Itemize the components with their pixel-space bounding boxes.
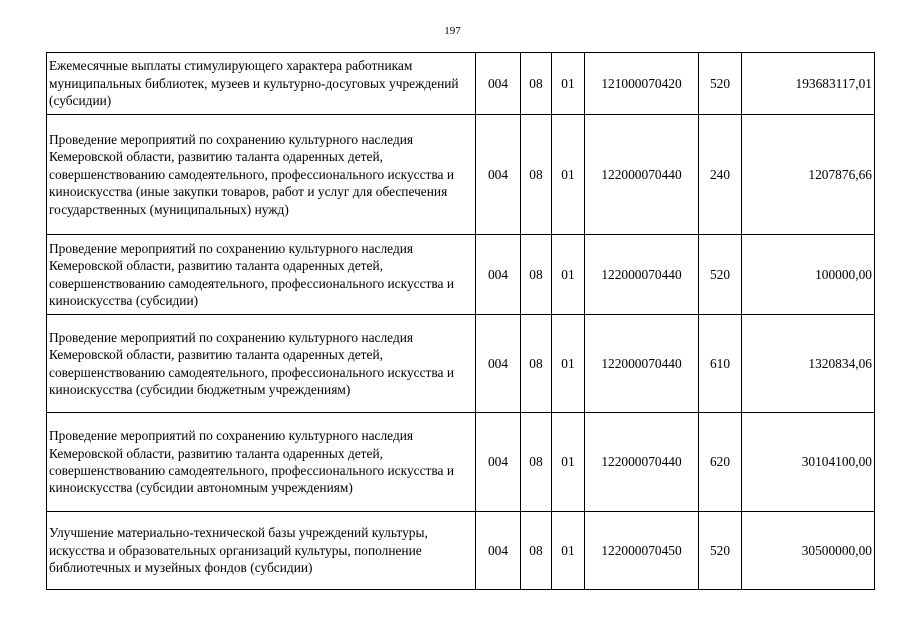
ministry-code: 004 <box>476 315 521 413</box>
ministry-code: 004 <box>476 512 521 590</box>
budget-table <box>46 52 875 590</box>
amount: 193683117,01 <box>742 53 875 115</box>
table-row <box>47 315 875 413</box>
table-row <box>47 115 875 235</box>
table-row <box>47 512 875 590</box>
row-description: Проведение мероприятий по сохранению культурного наследия Кемеровской области, развитию таланта одаренных детей, совершенствованию самодеятельного, профессионального искусства и киноискусства (субсидии бюджетным учреждениям) <box>47 315 476 413</box>
row-description: Улучшение материально-технической базы учреждений культуры, искусства и образовательных организаций культуры, пополнение библиотечных и музейных фондов (субсидии) <box>47 512 476 590</box>
section-code: 08 <box>521 512 552 590</box>
page-number: 197 <box>444 25 461 37</box>
ministry-code: 004 <box>476 235 521 315</box>
amount: 1207876,66 <box>742 115 875 235</box>
amount: 30500000,00 <box>742 512 875 590</box>
section-code: 08 <box>521 315 552 413</box>
target-article-code: 122000070440 <box>585 115 699 235</box>
expense-type-code: 520 <box>699 512 742 590</box>
target-article-code: 121000070420 <box>585 53 699 115</box>
table-row <box>47 235 875 315</box>
table-row <box>47 413 875 512</box>
ministry-code: 004 <box>476 53 521 115</box>
target-article-code: 122000070440 <box>585 315 699 413</box>
ministry-code: 004 <box>476 413 521 512</box>
subsection-code: 01 <box>552 315 585 413</box>
ministry-code: 004 <box>476 115 521 235</box>
row-description: Проведение мероприятий по сохранению культурного наследия Кемеровской области, развитию таланта одаренных детей, совершенствованию самодеятельного, профессионального искусства и киноискусства (субсидии автономным учреждениям) <box>47 413 476 512</box>
expense-type-code: 520 <box>699 235 742 315</box>
section-code: 08 <box>521 235 552 315</box>
subsection-code: 01 <box>552 115 585 235</box>
row-description: Ежемесячные выплаты стимулирующего характера работникам муниципальных библиотек, музеев и культурно-досуговых учреждений (субсидии) <box>47 53 476 115</box>
expense-type-code: 240 <box>699 115 742 235</box>
target-article-code: 122000070440 <box>585 413 699 512</box>
table-row <box>47 53 875 115</box>
subsection-code: 01 <box>552 235 585 315</box>
amount: 30104100,00 <box>742 413 875 512</box>
section-code: 08 <box>521 413 552 512</box>
expense-type-code: 620 <box>699 413 742 512</box>
amount: 1320834,06 <box>742 315 875 413</box>
subsection-code: 01 <box>552 413 585 512</box>
section-code: 08 <box>521 115 552 235</box>
row-description: Проведение мероприятий по сохранению культурного наследия Кемеровской области, развитию таланта одаренных детей, совершенствованию самодеятельного, профессионального искусства и киноискусства (субсидии) <box>47 235 476 315</box>
subsection-code: 01 <box>552 53 585 115</box>
target-article-code: 122000070440 <box>585 235 699 315</box>
row-description: Проведение мероприятий по сохранению культурного наследия Кемеровской области, развитию таланта одаренных детей, совершенствованию самодеятельного, профессионального искусства и киноискусства (иные закупки товаров, работ и услуг для обеспечения государственных (муниципальных) нужд) <box>47 115 476 235</box>
section-code: 08 <box>521 53 552 115</box>
expense-type-code: 520 <box>699 53 742 115</box>
target-article-code: 122000070450 <box>585 512 699 590</box>
expense-type-code: 610 <box>699 315 742 413</box>
amount: 100000,00 <box>742 235 875 315</box>
subsection-code: 01 <box>552 512 585 590</box>
